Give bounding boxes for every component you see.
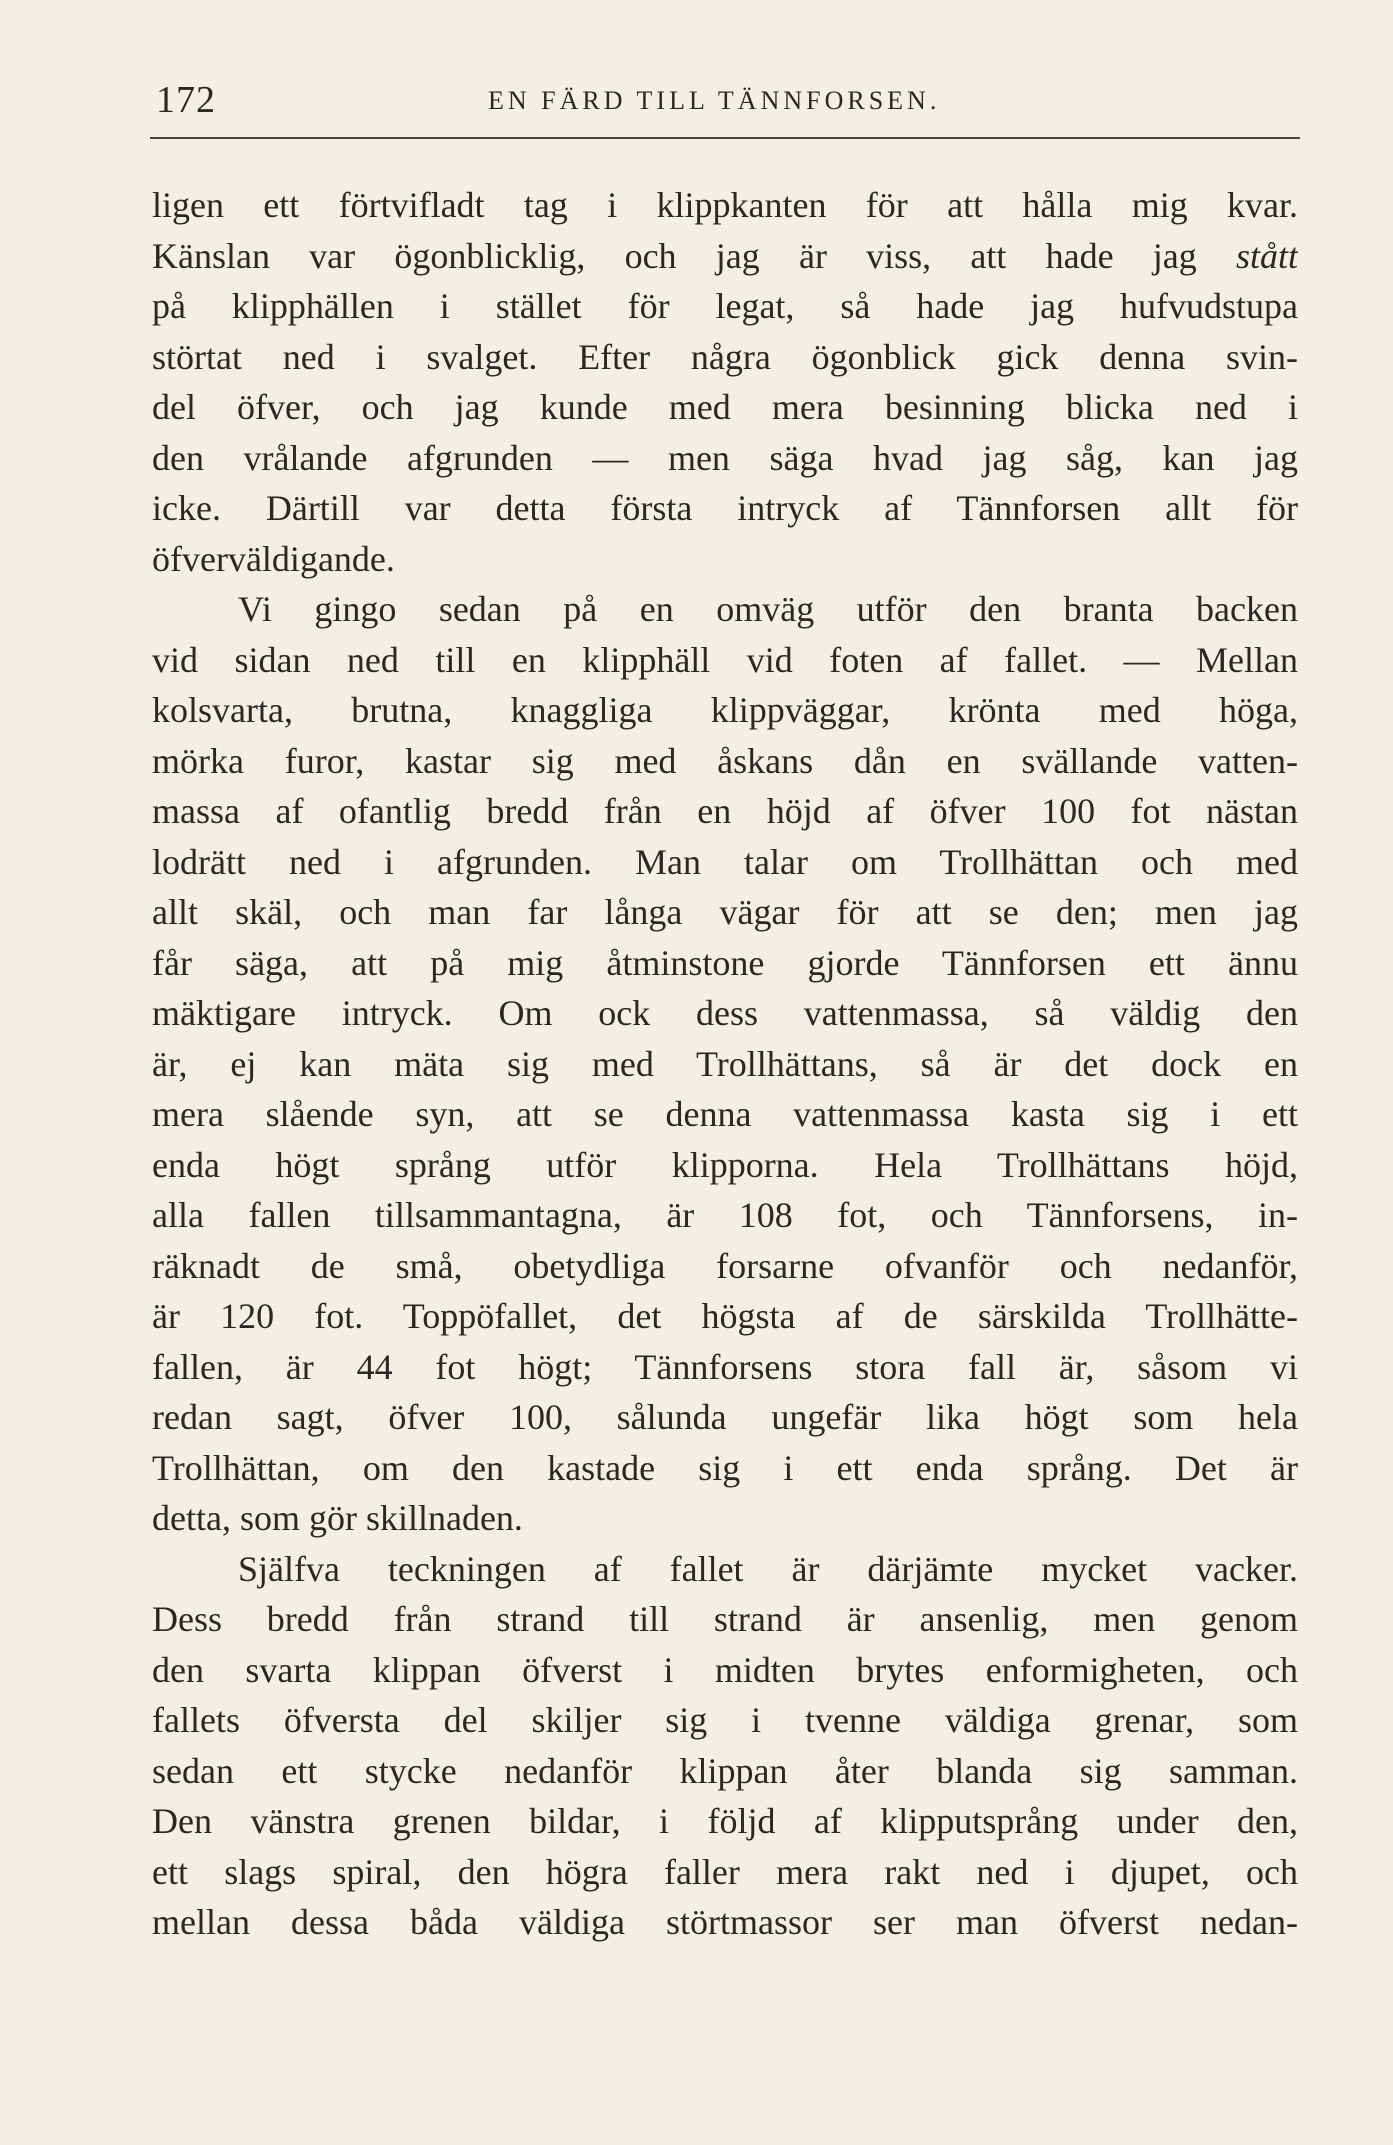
text-line: fallen, är 44 fot högt; Tännforsens stora fall är, såsom vi — [152, 1346, 1298, 1387]
text-line: mäktigare intryck. Om ock dess vattenmassa, så väldig den — [152, 993, 1298, 1033]
page-header — [150, 72, 1300, 122]
text-line: mörka furor, kastar sig med åskans dån en svällande vatten- — [152, 740, 1298, 781]
text-line: Dess bredd från strand till strand är ansenlig, men genom — [152, 1599, 1298, 1639]
text-line: den svarta klippan öfverst i midten brytes enformigheten, och — [152, 1649, 1298, 1690]
paragraph-end-line: detta, som gör skillnaden. — [152, 1498, 523, 1538]
text-line: är 120 fot. Toppöfallet, det högsta af de särskilda Trollhätte- — [152, 1296, 1298, 1336]
text-line: på klipphällen i stället för legat, så hade jag hufvudstupa — [152, 286, 1298, 326]
text-line: allt skäl, och man far långa vägar för att se den; men jag — [152, 892, 1298, 932]
paragraph-start-line: Vi gingo sedan på en omväg utför den branta backen — [238, 589, 1298, 629]
text-line: del öfver, och jag kunde med mera besinning blicka ned i — [152, 387, 1298, 427]
text-line: den vrålande afgrunden — men säga hvad jag såg, kan jag — [152, 437, 1298, 478]
text-line — [152, 231, 1298, 282]
text-line: enda högt språng utför klipporna. Hela Trollhättans höjd, — [152, 1144, 1298, 1185]
text-line: sedan ett stycke nedanför klippan åter blanda sig samman. — [152, 1750, 1298, 1791]
text-line: är, ej kan mäta sig med Trollhättans, så är det dock en — [152, 1043, 1298, 1084]
text-line: ett slags spiral, den högra faller mera rakt ned i djupet, och — [152, 1851, 1298, 1892]
header-rule — [150, 137, 1300, 139]
text-line: mera slående syn, att se denna vattenmassa kasta sig i ett — [152, 1094, 1298, 1134]
text-line: får säga, att på mig åtminstone gjorde Tännforsen ett ännu — [152, 942, 1298, 983]
page-number: 172 — [156, 79, 216, 121]
paragraph-end-line: öfverväldigande. — [152, 538, 395, 579]
text-line: Den vänstra grenen bildar, i följd af klipputsprång under den, — [152, 1801, 1298, 1841]
text-line: mellan dessa båda väldiga störtmassor ser man öfverst nedan- — [152, 1902, 1298, 1942]
text-line-roman: Känslan var ögonblicklig, och jag är viss, att hade jag — [152, 235, 1236, 276]
text-line: alla fallen tillsammantagna, är 108 fot, och Tännforsens, in- — [152, 1195, 1298, 1235]
italic-word: stått — [1235, 235, 1298, 276]
text-line: fallets öfversta del skiljer sig i tvenne väldiga grenar, som — [152, 1700, 1298, 1740]
text-line: icke. Därtill var detta första intryck af Tännforsen allt för — [152, 488, 1298, 528]
text-line: massa af ofantlig bredd från en höjd af öfver 100 fot nästan — [152, 791, 1298, 831]
body-text — [152, 180, 1298, 1948]
text-line: lodrätt ned i afgrunden. Man talar om Trollhättan och med — [152, 841, 1298, 882]
text-line: störtat ned i svalget. Efter några ögonblick gick denna svin- — [152, 336, 1298, 377]
running-head: EN FÄRD TILL TÄNNFORSEN. — [488, 86, 941, 115]
text-line: ligen ett förtvifladt tag i klippkanten för att hålla mig kvar. — [152, 185, 1298, 225]
text-line: vid sidan ned till en klipphäll vid foten af fallet. — Mellan — [152, 639, 1298, 680]
text-line: Trollhättan, om den kastade sig i ett enda språng. Det är — [152, 1447, 1298, 1488]
text-line: kolsvarta, brutna, knaggliga klippväggar, krönta med höga, — [152, 690, 1298, 730]
text-line: räknadt de små, obetydliga forsarne ofvanför och nedanför, — [152, 1245, 1298, 1286]
paragraph-start-line: Själfva teckningen af fallet är därjämte mycket vacker. — [238, 1548, 1298, 1589]
text-line: redan sagt, öfver 100, sålunda ungefär lika högt som hela — [152, 1397, 1298, 1437]
